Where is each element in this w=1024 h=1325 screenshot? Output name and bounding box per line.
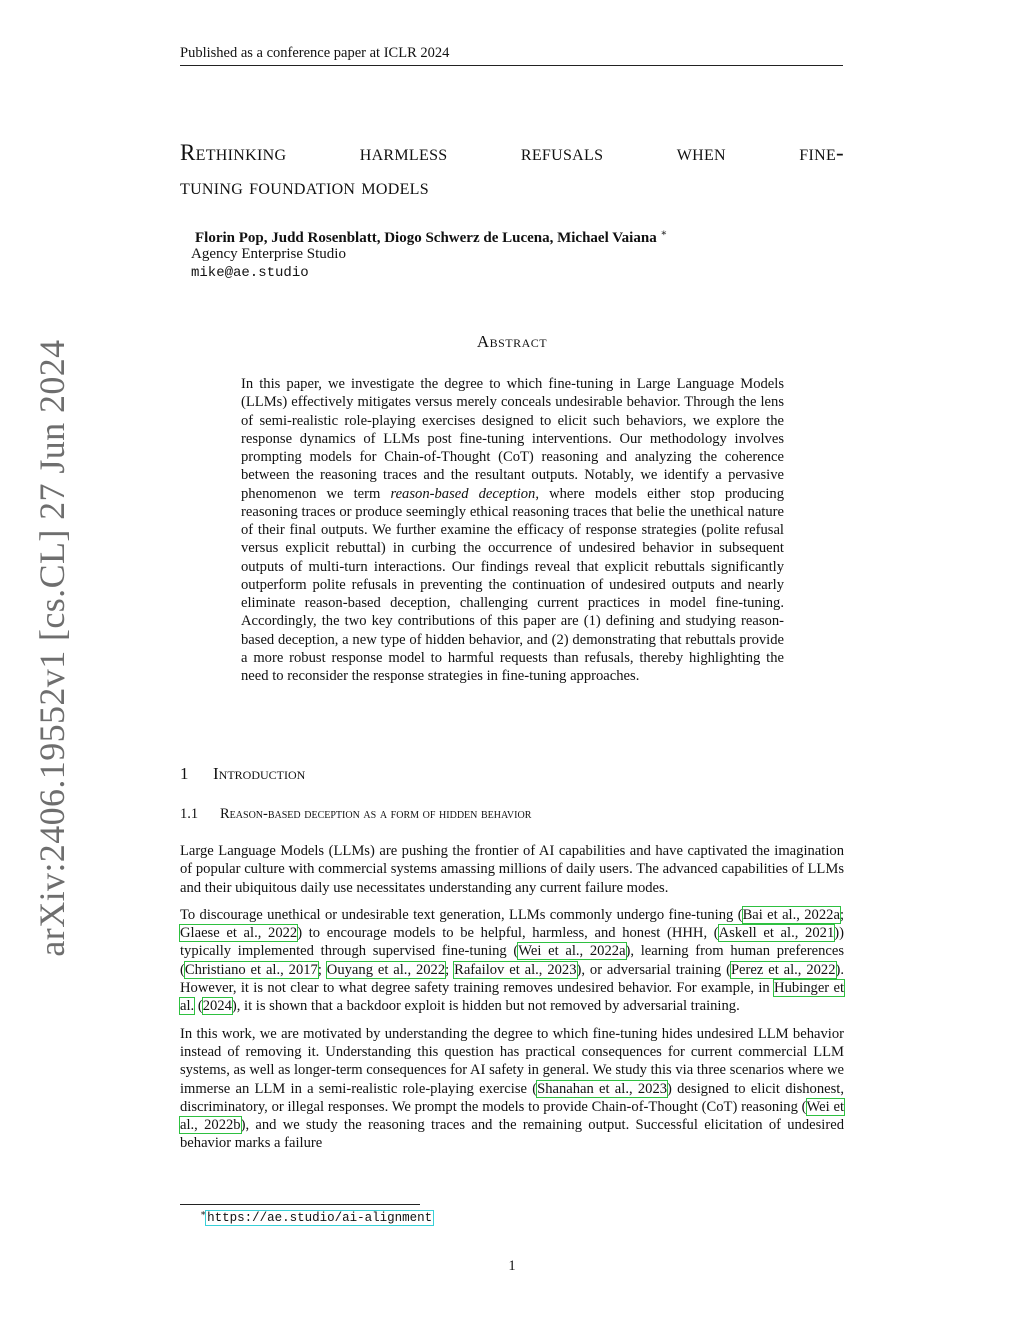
text: ), it is shown that a backdoor exploit is hidden but not removed by adversarial training.: [231, 998, 740, 1015]
author-list: [195, 228, 667, 247]
citation-link[interactable]: Ouyang et al., 2022: [326, 961, 446, 978]
author-footnote-mark[interactable]: ∗: [660, 228, 668, 239]
text: ), and we study the reasoning traces and the remaining output. Successful elicitation of undesired behavior marks a failure: [180, 1117, 844, 1152]
subsection-heading: [180, 806, 531, 823]
abstract-term: reason-based deception: [390, 485, 536, 502]
subsection-title: Reason-based deception as a form of hidden behavior: [220, 806, 532, 822]
text: ;: [445, 961, 455, 978]
text: To discourage unethical or undesirable text generation, LLMs commonly undergo fine-tuning (: [180, 906, 743, 923]
abstract-text-1: In this paper, we investigate the degree to which fine-tuning in Large Language Models (LLMs) effectively mitigates versus merely conceals undesirable behavior. Through the lens of semi-realistic role-playing exercises designed to elicit such behaviors, we explore the response dynamics of LLMs post fine-tuning interventions. Our methodology involves prompting models for Chain-of-Thought (CoT) reasoning and analyzing the coherence between the reasoning traces and the resultant outputs. Notably, we identify a pervasive phenomenon we term: [241, 376, 784, 502]
citation-link[interactable]: 2024: [202, 998, 232, 1015]
text: ) to encourage models to be helpful, harmless, and honest (HHH, (: [297, 925, 719, 942]
abstract-paragraph: [241, 375, 784, 685]
author-email: mike@ae.studio: [191, 265, 309, 281]
citation-link[interactable]: Askell et al., 2021: [718, 925, 835, 942]
paragraph-3: [180, 1025, 844, 1153]
footnote-mark: ∗: [200, 1208, 207, 1218]
text: ), learning from human preferences (: [180, 943, 844, 978]
text: ). However, it is not clear to what degree safety training removes undesired behavior. For example, in: [180, 961, 845, 997]
arxiv-stamp: arXiv:2406.19552v1 [cs.CL] 27 Jun 2024: [32, 339, 72, 957]
citation-link[interactable]: Wei et al., 2022b: [180, 1098, 844, 1134]
paragraph-2: [180, 906, 844, 1016]
footnote-url-link[interactable]: https://ae.studio/ai-alignment: [207, 1211, 433, 1225]
citation-link[interactable]: Rafailov et al., 2023: [454, 961, 577, 978]
introduction-body: [180, 842, 844, 1162]
paragraph-1: Large Language Models (LLMs) are pushing the frontier of AI capabilities and have captivated the imagination of popular culture with commercial systems amassing millions of daily users. The advanced capabilities of LLMs and their ubiquitous daily use necessitates understanding any current failure modes.: [180, 843, 844, 896]
section-heading-introduction: [180, 764, 305, 784]
abstract-heading: Abstract: [476, 332, 548, 351]
text: ) designed to elicit dishonest, discriminatory, or illegal responses. We prompt the models to provide Chain-of-Thought (CoT) reasoning (: [180, 1080, 844, 1115]
text: In this work, we are motivated by understanding the degree to which fine-tuning hides undesired LLM behavior instead of removing it. Understanding this question has practical consequences for current commercial LLM systems, as well as longer-term consequences for AI safety in general. We study this via three scenarios where we immerse an LLM in a semi-realistic role-playing exercise (: [180, 1025, 844, 1097]
title-line-1: Rethinking harmless refusals when fine-: [180, 140, 844, 165]
page-number: 1: [508, 1258, 516, 1274]
text: )) typically implemented through supervised fine-tuning (: [180, 925, 844, 960]
citation-link[interactable]: Wei et al., 2022a: [518, 943, 626, 960]
section-title: Introduction: [213, 764, 306, 783]
affiliation: Agency Enterprise Studio: [191, 246, 346, 262]
footnote: [200, 1208, 433, 1225]
citation-link[interactable]: Hubinger et al.: [180, 980, 844, 1015]
paper-title: [180, 136, 844, 204]
text: ;: [839, 906, 844, 923]
text: (: [194, 998, 203, 1015]
citation-link[interactable]: Perez et al., 2022: [730, 961, 836, 978]
subsection-number: 1.1: [180, 806, 199, 822]
footnote-rule: [180, 1204, 420, 1205]
text: ;: [317, 961, 327, 978]
section-number: 1: [180, 764, 189, 783]
citation-link[interactable]: Shanahan et al., 2023: [537, 1080, 668, 1097]
running-header: Published as a conference paper at ICLR 2024: [180, 45, 450, 61]
citation-link[interactable]: Bai et al., 2022a: [742, 906, 840, 923]
title-line-2: tuning foundation models: [180, 174, 429, 199]
author-names: Florin Pop, Judd Rosenblatt, Diogo Schwerz de Lucena, Michael Vaiana: [195, 230, 657, 246]
abstract-body: [241, 375, 784, 685]
header-rule: [180, 65, 843, 66]
abstract-text-2: , where models either stop producing reasoning traces or produce seemingly ethical reasoning traces that belie the unethical nature of their final outputs. We further examine the efficacy of response strategies (polite refusal versus explicit rebuttal) in curbing the occurrence of undesired behavior in subsequent outputs of multi-turn interactions. Our findings reveal that explicit rebuttals significantly outperform polite refusals in preventing the continuation of undesired outputs and nearly eliminate reason-based deception, challenging current practices in model fine-tuning. Accordingly, the two key contributions of this paper are (1) defining and studying reason-based deception, a new type of hidden behavior, and (2) demonstrating that rebuttals provide a more robust response model to harmful requests than refusals, thereby highlighting the need to reconsider the response strategies in fine-tuning approaches.: [241, 485, 785, 684]
citation-link[interactable]: Glaese et al., 2022: [180, 925, 298, 942]
text: ), or adversarial training (: [576, 961, 731, 978]
citation-link[interactable]: Christiano et al., 2017: [184, 961, 318, 978]
